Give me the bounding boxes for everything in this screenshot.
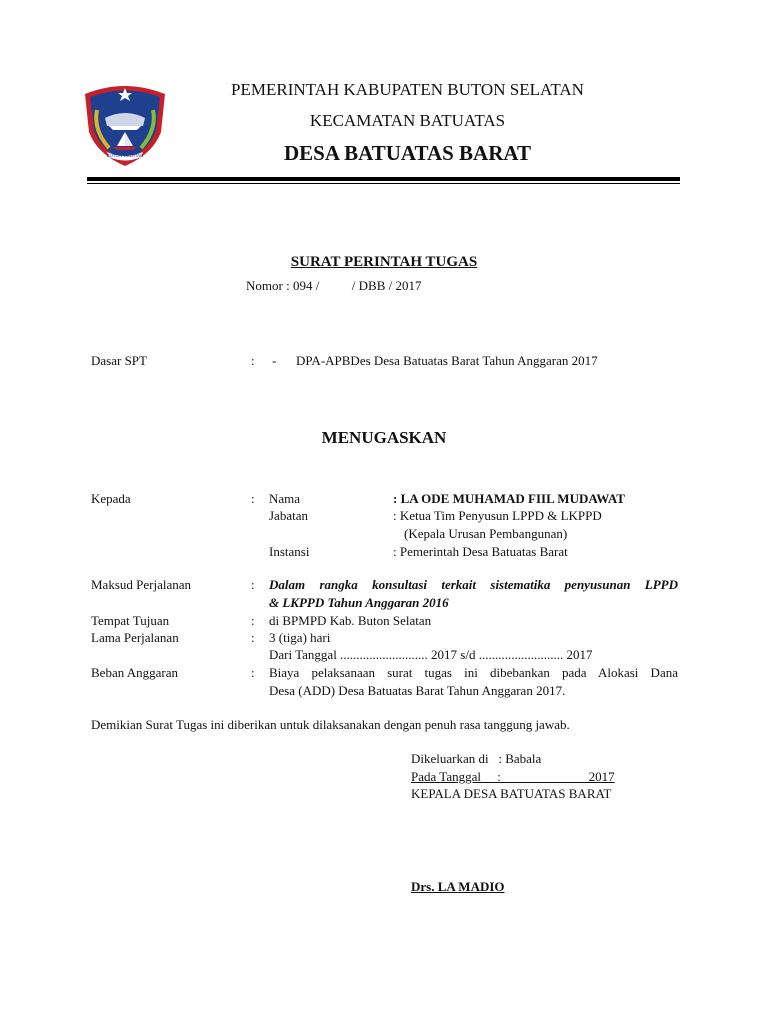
- beban-value-line1: Biaya pelaksanaan surat tugas ini dibebankan pada Alokasi Dana: [269, 665, 678, 680]
- district-name: KECAMATAN BATUATAS: [309, 111, 506, 130]
- dasar-dash: -: [272, 353, 277, 368]
- logo-banner-text: BUTON SELATAN: [106, 153, 144, 158]
- jabatan-value-detail: (Kepala Urusan Pembangunan): [404, 526, 568, 541]
- tempat-value: di BPMPD Kab. Buton Selatan: [269, 613, 432, 628]
- maksud-colon: :: [251, 577, 255, 592]
- nama-value: : LA ODE MUHAMAD FIIL MUDAWAT: [393, 491, 625, 506]
- maksud-value-line2: & LKPPD Tahun Anggaran 2016: [269, 595, 449, 610]
- dasar-label: Dasar SPT: [91, 353, 147, 368]
- jabatan-value: : Ketua Tim Penyusun LPPD & LKPPD: [393, 508, 602, 523]
- issued-date: Pada Tanggal : 2017: [411, 769, 615, 784]
- signer-position: KEPALA DESA BATUATAS BARAT: [411, 786, 612, 801]
- jabatan-label: Jabatan: [269, 508, 308, 523]
- document-number: Nomor : 094 / / DBB / 2017: [246, 278, 422, 293]
- issued-at: Dikeluarkan di : Babala: [411, 751, 542, 766]
- header-divider-thin: [87, 183, 680, 184]
- signer-name: Drs. LA MADIO: [411, 879, 505, 894]
- government-name: PEMERINTAH KABUPATEN BUTON SELATAN: [231, 80, 584, 99]
- lama-value: 3 (tiga) hari: [269, 630, 331, 645]
- lama-colon: :: [251, 630, 255, 645]
- maksud-value-line1: Dalam rangka konsultasi terkait sistematika penyusunan LPPD: [269, 577, 678, 592]
- nama-label: Nama: [269, 491, 301, 506]
- instansi-value: : Pemerintah Desa Batuatas Barat: [393, 544, 568, 559]
- menugaskan-heading: MENUGASKAN: [321, 428, 447, 447]
- beban-colon: :: [251, 665, 255, 680]
- kepada-colon: :: [251, 491, 255, 506]
- tempat-colon: :: [251, 613, 255, 628]
- tempat-label: Tempat Tujuan: [91, 613, 170, 628]
- dasar-value: DPA-APBDes Desa Batuatas Barat Tahun Anggaran 2017: [296, 353, 598, 368]
- date-range: Dari Tanggal ........................... 2017 s/d .......................... 2017: [269, 647, 593, 662]
- document-title: SURAT PERINTAH TUGAS: [290, 254, 478, 270]
- closing-statement: Demikian Surat Tugas ini diberikan untuk dilaksanakan dengan penuh rasa tanggung jawab.: [91, 717, 570, 732]
- maksud-label: Maksud Perjalanan: [91, 577, 192, 592]
- beban-value-line2: Desa (ADD) Desa Batuatas Barat Tahun Anggaran 2017.: [269, 683, 566, 698]
- header-divider-thick: [87, 177, 680, 181]
- instansi-label: Instansi: [269, 544, 310, 559]
- dasar-colon: :: [251, 353, 255, 368]
- beban-label: Beban Anggaran: [91, 665, 179, 680]
- lama-label: Lama Perjalanan: [91, 630, 179, 645]
- kepada-label: Kepada: [91, 491, 131, 506]
- village-name: DESA BATUATAS BARAT: [284, 141, 531, 165]
